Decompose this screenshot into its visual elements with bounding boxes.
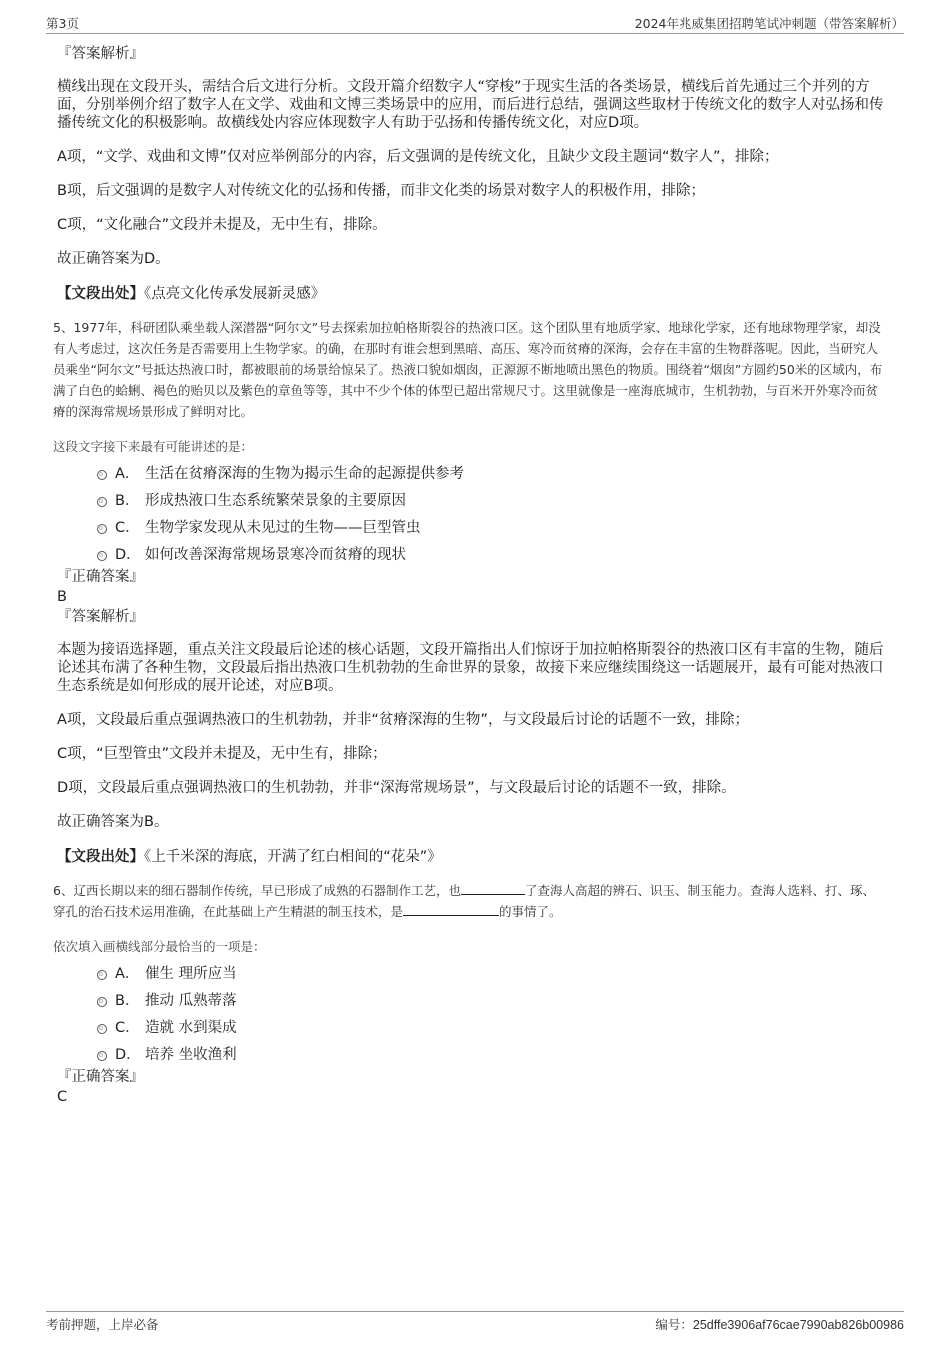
option-text: 如何改善深海常规场景寒冷而贫瘠的现状 xyxy=(145,547,406,563)
option-c[interactable] xyxy=(97,519,893,546)
analysis-item: C项，“巨型管虫”文段并未提及，无中生有，排除； xyxy=(57,746,387,762)
option-text: 培养 坐收渔利 xyxy=(145,1047,237,1063)
question-6-text xyxy=(53,880,883,922)
question-text-part: 6、辽西长期以来的细石器制作传统，早已形成了成熟的石器制作工艺，也 xyxy=(53,883,461,898)
page-content xyxy=(53,44,893,1107)
page-footer xyxy=(46,1311,904,1334)
page-header xyxy=(46,14,904,34)
question-5-options xyxy=(97,465,893,573)
question-text-part: 的事情了。 xyxy=(499,904,562,919)
option-letter: A． xyxy=(115,966,140,982)
option-letter: C． xyxy=(115,1020,140,1036)
radio-icon[interactable] xyxy=(97,997,107,1007)
question-6-prompt: 依次填入画横线部分最恰当的一项是： xyxy=(53,939,266,954)
page-number: 第3页 xyxy=(46,16,79,31)
question-text-part: 了查海人高超的辨石、识玉、制玉能力。查海人选料、打、琢、穿孔的治石技术运用准确，在此基础上产生精湛的制玉技术，是 xyxy=(53,883,875,919)
question-5-prompt: 这段文字接下来最有可能讲述的是： xyxy=(53,439,254,454)
option-letter: A． xyxy=(115,466,140,482)
answer-label: 『正确答案』 xyxy=(57,1069,144,1085)
analysis-item: C项，“文化融合”文段并未提及，无中生有，排除。 xyxy=(57,217,387,233)
option-letter: D． xyxy=(115,547,141,563)
answer-value: B xyxy=(57,589,67,605)
source-label: 【文段出处】 xyxy=(57,286,144,302)
analysis-label: 『答案解析』 xyxy=(57,609,144,625)
document-title: 2024年兆威集团招聘笔试冲刺题（带答案解析） xyxy=(634,16,904,31)
answer-value: C xyxy=(57,1089,68,1105)
question-6-options xyxy=(97,965,893,1073)
option-letter: C． xyxy=(115,520,140,536)
footer-code-value: 25dffe3906af76cae7990ab826b00986 xyxy=(692,1318,904,1332)
source-title: 《上千米深的海底，开满了红白相间的“花朵”》 xyxy=(144,849,442,865)
analysis-label: 『答案解析』 xyxy=(57,46,144,62)
fill-blank-1 xyxy=(461,882,525,895)
analysis-item: B项，后文强调的是数字人对传统文化的弘扬和传播，而非文化类的场景对数字人的积极作用，排除； xyxy=(57,183,705,199)
option-d[interactable] xyxy=(97,1046,893,1073)
radio-icon[interactable] xyxy=(97,551,107,561)
analysis-text: 本题为接语选择题，重点关注文段最后论述的核心话题，文段开篇指出人们惊讶于加拉帕格斯裂谷的热液口区有丰富的生物，随后论述其布满了各种生物，文段最后指出热液口生机勃勃的生命世界的景象，故接下来应继续围绕这一话题展开，最有可能对热液口生态系统是如何形成的展开论述，对应B项。 xyxy=(57,642,884,694)
answer-label: 『正确答案』 xyxy=(57,569,144,585)
option-text: 造就 水到渠成 xyxy=(145,1020,237,1036)
radio-icon[interactable] xyxy=(97,524,107,534)
analysis-item: A项，“文学、戏曲和文博”仅对应举例部分的内容，后文强调的是传统文化，且缺少文段主题词“数字人”，排除； xyxy=(57,149,779,165)
question-5-text: 5、1977年，科研团队乘坐载人深潜器“阿尔文”号去探索加拉帕格斯裂谷的热液口区。这个团队里有地质学家、地球化学家，还有地球物理学家，却没有人考虑过，这次任务是否需要用上生物学家。的确，在那时有谁会想到黑暗、高压、寒冷而贫瘠的深海，会存在丰富的生物群落呢。因此，当研究人员乘坐“阿尔文”号抵达热液口时，都被眼前的场景给惊呆了。热液口貌如烟囱，正源源不断地喷出黑色的物质。围绕着“烟囱”方圆约50米的区域内，布满了白色的蛤蜊、褐色的贻贝以及紫色的章鱼等等，其中不少个体的体型已超出常规尺寸。这里就像是一座海底城市，生机勃勃，与百米开外寒冷而贫瘠的深海常规场景形成了鲜明对比。 xyxy=(53,320,883,419)
analysis-item: A项，文段最后重点强调热液口的生机勃勃，并非“贫瘠深海的生物”，与文段最后讨论的话题不一致，排除； xyxy=(57,712,749,728)
option-text: 推动 瓜熟蒂落 xyxy=(145,993,237,1009)
option-b[interactable] xyxy=(97,992,893,1019)
radio-icon[interactable] xyxy=(97,497,107,507)
footer-code-label: 编号： xyxy=(655,1317,693,1332)
option-letter: B． xyxy=(115,993,140,1009)
analysis-item: D项，文段最后重点强调热液口的生机勃勃，并非“深海常规场景”，与文段最后讨论的话题不一致，排除。 xyxy=(57,780,736,796)
analysis-conclusion: 故正确答案为D。 xyxy=(57,251,170,267)
footer-slogan: 考前押题，上岸必备 xyxy=(46,1317,159,1332)
option-d[interactable] xyxy=(97,546,893,573)
footer-code xyxy=(655,1315,904,1333)
option-text: 催生 理所应当 xyxy=(145,966,237,982)
option-letter: B． xyxy=(115,493,140,509)
option-a[interactable] xyxy=(97,465,893,492)
radio-icon[interactable] xyxy=(97,470,107,480)
option-a[interactable] xyxy=(97,965,893,992)
analysis-conclusion: 故正确答案为B。 xyxy=(57,814,169,830)
source-line xyxy=(57,848,893,866)
source-line xyxy=(57,285,893,303)
option-text: 生物学家发现从未见过的生物——巨型管虫 xyxy=(145,520,421,536)
option-letter: D． xyxy=(115,1047,141,1063)
radio-icon[interactable] xyxy=(97,1051,107,1061)
option-text: 生活在贫瘠深海的生物为揭示生命的起源提供参考 xyxy=(145,466,464,482)
fill-blank-2 xyxy=(403,903,499,916)
radio-icon[interactable] xyxy=(97,1024,107,1034)
radio-icon[interactable] xyxy=(97,970,107,980)
option-b[interactable] xyxy=(97,492,893,519)
option-c[interactable] xyxy=(97,1019,893,1046)
source-title: 《点亮文化传承发展新灵感》 xyxy=(144,286,326,302)
option-text: 形成热液口生态系统繁荣景象的主要原因 xyxy=(145,493,406,509)
source-label: 【文段出处】 xyxy=(57,849,144,865)
analysis-text: 横线出现在文段开头，需结合后文进行分析。文段开篇介绍数字人“穿梭”于现实生活的各类场景，横线后首先通过三个并列的方面，分别举例介绍了数字人在文学、戏曲和文博三类场景中的应用，而后进行总结，强调这些取材于传统文化的数字人对弘扬和传播传统文化的积极影响。故横线处内容应体现数字人有助于弘扬和传播传统文化，对应D项。 xyxy=(57,79,884,131)
